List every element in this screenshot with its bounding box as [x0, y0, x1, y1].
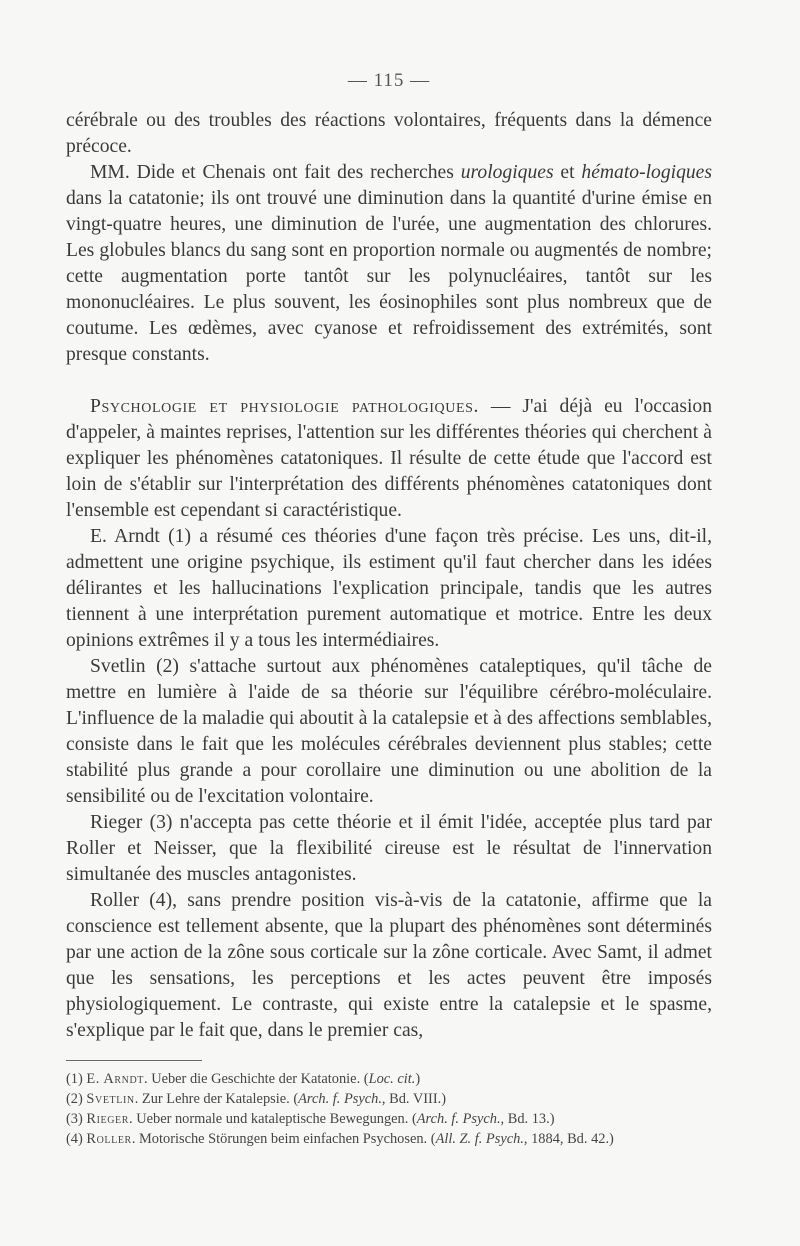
footnote-tail: , 1884, Bd. 42.)	[523, 1131, 614, 1147]
footnote-text: . Motorische Störungen beim einfachen Psychosen. (	[131, 1131, 436, 1147]
body-text	[66, 108, 712, 1044]
paragraph-2	[66, 160, 712, 368]
footnote-ref: All. Z. f. Psych.	[435, 1131, 524, 1147]
footnote-author: Svetlin	[86, 1091, 135, 1107]
paragraph-3-text: — J'ai déjà eu l'occasion d'appeler, à maintes reprises, l'attention sur les différentes théories qui cherchent à expliquer les phénomènes catatoniques. Il résulte de cette étude que l'accord est loin de s'établir sur l'interprétation des différents phénomènes catatoniques dont l'ensemble est cependant si caractéristique.	[66, 396, 712, 521]
book-page	[66, 70, 712, 1149]
footnotes	[66, 1069, 712, 1149]
footnote-3	[66, 1109, 712, 1129]
term-hematologiques: hémato-logiques	[581, 162, 712, 183]
paragraph-2-text-c: et	[553, 162, 582, 183]
page-number: — 115 —	[347, 70, 431, 91]
paragraph-4: E. Arndt (1) a résumé ces théories d'une façon très précise. Les uns, dit-il, admettent une origine psychique, ils estiment qu'il faut chercher dans les idées délirantes et les hallucinations l'explication principale, tandis que les autres tiennent à une interprétation purement automatique et motrice. Entre les deux opinions extrêmes il y a tous les intermédiaires.	[66, 526, 712, 651]
footnote-ref: Arch. f. Psych.	[298, 1091, 382, 1107]
footnote-4	[66, 1129, 712, 1149]
term-urologiques: urologiques	[460, 162, 554, 183]
section-heading: Psychologie et physiologie pathologiques.	[90, 396, 479, 417]
footnote-1	[66, 1069, 712, 1089]
footnote-ref: Loc. cit.	[368, 1071, 416, 1087]
paragraph-7: Roller (4), sans prendre position vis-à-vis de la catatonie, affirme que la conscience est tellement absente, que la plupart des phénomènes sont déterminés par une action de la zône sous corticale sur la zône corticale. Avec Samt, il admet que les sensations, les perceptions et les actes peuvent être imposés physiologiquement. Le contraste, qui existe entre la catalepsie et le spasme, s'explique par le fait que, dans le premier cas,	[66, 890, 712, 1041]
footnote-2	[66, 1089, 712, 1109]
paragraph-5: Svetlin (2) s'attache surtout aux phénomènes cataleptiques, qu'il tâche de mettre en lumière à l'aide de sa théorie sur l'équilibre cérébro-moléculaire. L'influence de la maladie qui aboutit à la catalepsie et à des affections semblables, consiste dans le fait que les molécules cérébrales deviennent plus stables; cette stabilité plus grande a pour corollaire une diminution ou une abolition de la sensibilité ou de l'excitation volontaire.	[66, 656, 712, 807]
paragraph-6: Rieger (3) n'accepta pas cette théorie et il émit l'idée, acceptée plus tard par Roller et Neisser, que la flexibilité cireuse est le résultat de l'innervation simultanée des muscles antagonistes.	[66, 812, 712, 885]
footnote-text: . Ueber normale und kataleptische Bewegungen. (	[129, 1111, 417, 1127]
paragraph-2-text-a: MM. Dide et Chenais ont fait des recherches	[90, 162, 461, 183]
footnote-text: . Ueber die Geschichte der Katatonie. (	[144, 1071, 369, 1087]
footnote-tail: , Bd. VIII.)	[381, 1091, 447, 1107]
footnote-divider	[66, 1060, 202, 1061]
footnote-number: (3)	[66, 1111, 87, 1127]
footnote-author: Roller	[86, 1131, 132, 1147]
footnote-author: E. Arndt	[86, 1071, 144, 1087]
footnote-author: Rieger	[86, 1111, 130, 1127]
paragraph-3	[66, 394, 712, 524]
footnote-number: (4)	[66, 1131, 87, 1147]
footnote-number: (1)	[66, 1071, 87, 1087]
footnote-number: (2)	[66, 1091, 87, 1107]
footnote-tail: , Bd. 13.)	[500, 1111, 555, 1127]
footnote-ref: Arch. f. Psych.	[416, 1111, 501, 1127]
paragraph-2-text-e: dans la catatonie; ils ont trouvé une diminution dans la quantité d'urine émise en vingt-quatre heures, une diminution de l'urée, une augmentation des chlorures. Les globules blancs du sang sont en proportion normale ou augmentés de nombre; cette augmentation porte tantôt sur les polynucléaires, tantôt sur les mononucléaires. Le plus souvent, les éosinophiles sont plus nombreux que de coutume. Les œdèmes, avec cyanose et refroidissement des extrémités, sont presque constants.	[66, 188, 712, 365]
footnote-text: . Zur Lehre der Katalepsie. (	[134, 1091, 299, 1107]
footnote-tail: )	[415, 1071, 421, 1087]
paragraph-1: cérébrale ou des troubles des réactions volontaires, fréquents dans la démence précoce.	[66, 110, 712, 157]
